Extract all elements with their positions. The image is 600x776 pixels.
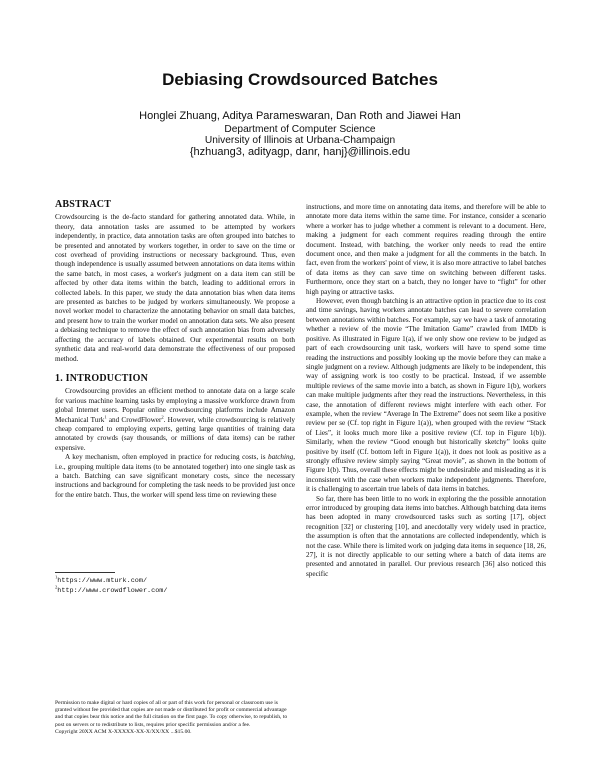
abstract-text: Crowdsourcing is the de-facto standard for gathering annotated data. While, in theory, data annotation tasks are assumed to be attempted by workers independently, in practice, data annotation tasks are often grouped into batches to be presented and annotated by workers together, in order to save on the time or cost overhead of providing instructions or necessary background. Thus, even though independence is usually assumed between annotations on data items within the same batch, in most cases, a worker's judgment on a data item can still be affected by other data items within the batch, leading to additional errors in collected labels. In this paper, we study the data annotation bias when data items are presented as batches to be judged by workers simultaneously. We propose a novel worker model to characterize the annotating behavior on small data batches, and present how to train the worker model on annotation data sets. We also present a debiasing technique to remove the effect of such annotation bias from adversely affecting the accuracy of labels obtained. Our experimental results on both synthetic data and real-world data demonstrate the effectiveness of our proposed method. <box>55 213 295 363</box>
footnote-marker-2: 2 <box>161 414 164 420</box>
abstract-heading: ABSTRACT <box>55 199 112 210</box>
footnote-1-url[interactable]: https://www.mturk.com/ <box>57 577 148 585</box>
intro-paragraph-3: instructions, and more time on annotating data items, and therefore will be able to annotate more data items within the same time. For instance, consider a scenario where a worker has to judge whether a comment is relevant to a document. Here, making a judgment for each comment requires reading through the entire document. Instead, with batching, the worker only needs to read the entire document once, and then make a judgment for all the comments in the batch. In fact, even from the workers' point of view, it is also more attractive to label batches of data items as they can save time on switching between different tasks. Furthermore, once they start on a batch, they no longer have to “fight” for other high paying or attractive tasks. <box>306 203 546 296</box>
footnote-1: $^1$https://www.mturk.com/ <box>55 574 148 585</box>
author-block <box>0 111 600 158</box>
footnotes <box>55 572 295 596</box>
intro-paragraph-1: Crowdsourcing provides an efficient method to annotate data on a large scale for various machine learning tasks by employing a massive workforce drawn from global Internet users. Popular online crowdsourcing platforms include Amazon Mechanical Turk$^1$ and CrowdFlower$^2$. However, while crowdsourcing is relatively cheap compared to employing experts, getting large quantities of training data annotated by crowds (say thousands, or millions of data items) can be rather expensive. <box>55 387 295 452</box>
author-names: Honglei Zhuang, Aditya Parameswaran, Dan Roth and Jiawei Han <box>139 110 461 122</box>
permission-text: Permission to make digital or hard copies of all or part of this work for personal or classroom use is granted without fee provided that copies are not made or distributed for profit or commercial advantage and that copies bear this notice and the full citation on the first page. To copy otherwise, to republish, to post on servers or to redistribute to lists, requires prior specific permission and/or a fee. <box>55 700 288 728</box>
footnote-rule <box>55 572 115 573</box>
author-emails: {hzhuang3, adityagp, danr, hanj}@illinois.edu <box>189 145 411 158</box>
intro-paragraph-2: A key mechanism, often employed in practice for reducing costs, is batching, i.e., grouping multiple data items (to be annotated together) into one single task as a batch. Batching can save significant monetary costs, since the necessary instructions and background for completing the task needs to be provided just once for the entire batch. Thus, the worker will spend less time on reviewing these <box>55 453 295 499</box>
paper-title: Debiasing Crowdsourced Batches <box>162 70 438 89</box>
footnote-2: $^2$http://www.crowdflower.com/ <box>55 584 168 595</box>
left-column <box>55 200 295 500</box>
footnote-2-url[interactable]: http://www.crowdflower.com/ <box>57 587 168 595</box>
intro-paragraph-4: However, even though batching is an attractive option in practice due to its cost and time savings, having workers annotate batches can lead to severe correlation between annotations within batches. For example, say we have a task of annotating whether a review of the movie “The Imitation Game” crawled from IMDb is positive. As illustrated in Figure 1(a), if we only show one review to be judged as part of each crowdsourcing unit task, workers will have to spend some time reading the instructions and possibly looking up the movie before they can make a single judgment on a review. Although judgments are likely to be independent, this way of assigning work is too costly to be practical. Instead, if we assemble multiple reviews of the same movie into a batch, as shown in Figure 1(b), workers can make multiple judgments after they read the instructions. Nevertheless, in this case, the annotation of different reviews might interfere with each other. For example, when the review “Average In The Extreme” does not seem like a positive review per se (Cf. top right in Figure 1(a)), when grouped with the review “Stack of Lies”, it looks much more like a positive review (Cf. top in Figure 1(b)). Similarly, when the review “Good enough but historically sketchy” looks quite positive by itself (Cf. bottom left in Figure 1(a)), it does not look as positive as a strongly effusive review simply saying “Great movie”, as shown in the bottom of Figure 1(b). Thus, overall these effects might be undesirable and misleading as it is inconsistent with the case when workers make independent judgments. Therefore, it is challenging to ascertain true labels of data items in batches. <box>306 297 546 494</box>
university: University of Illinois at Urbana-Champaign <box>204 135 396 146</box>
introduction-heading: 1. INTRODUCTION <box>55 372 149 384</box>
right-column <box>306 203 546 579</box>
copyright-line: Copyright 20XX ACM X-XXXXX-XX-X/XX/XX ...$15.00. <box>55 728 192 735</box>
intro-paragraph-5: So far, there has been little to no work in exploring the the possible annotation error introduced by grouping data items into batches. Although batching data items has been adopted in many crowdsourced tasks such as sorting [17], object recognition [32] or clustering [10], and anecdotally very widely used in practice, the assumption is often that the annotations are collected independently, which is not the case. While there is limited work on judging data items in sequence [18, 26, 27], it is not directly applicable to our setting where a batch of data items are presented and annotated in parallel. Our previous research [36] also noticed this specific <box>306 494 546 578</box>
department: Department of Computer Science <box>224 123 376 135</box>
permission-notice <box>55 700 295 736</box>
footnote-marker-1: 1 <box>104 414 107 420</box>
